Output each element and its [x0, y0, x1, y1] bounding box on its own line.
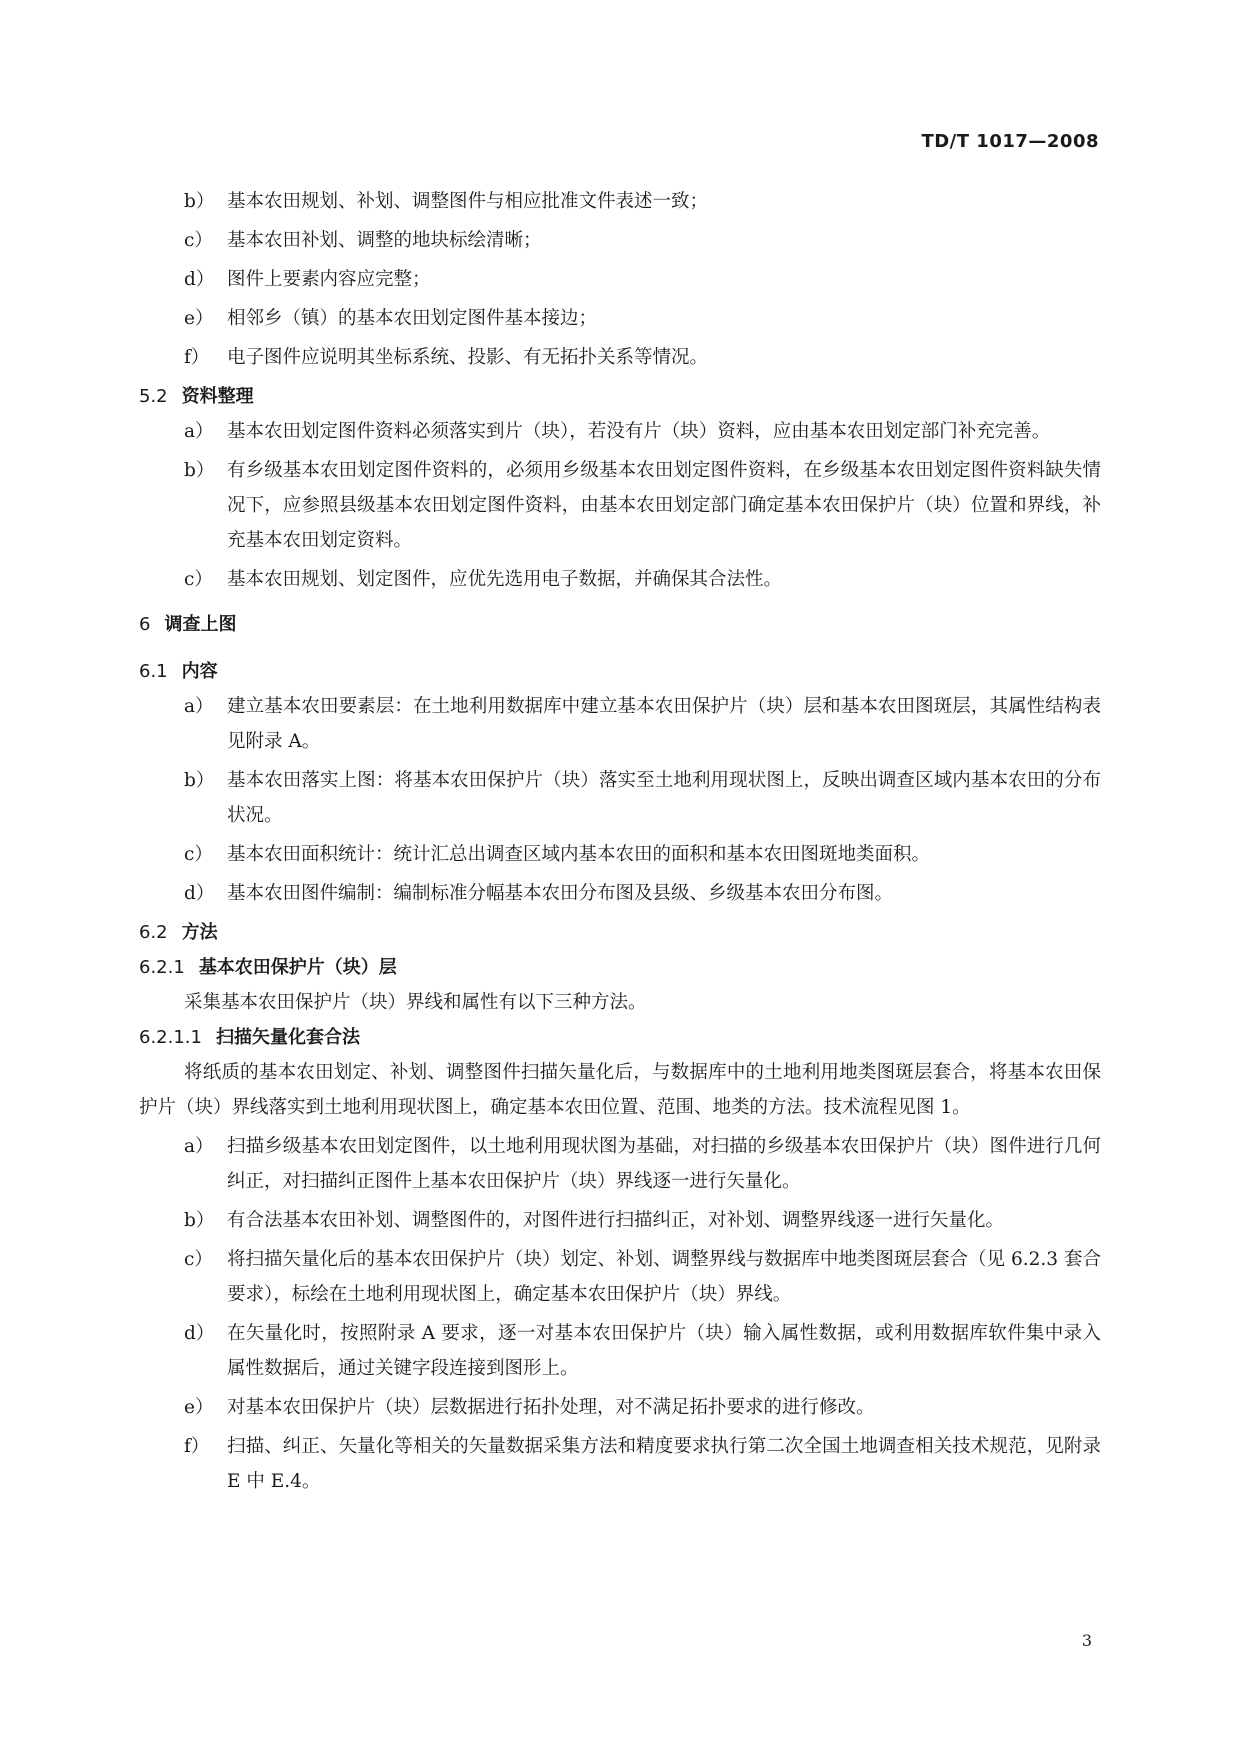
section-number: 5.2: [139, 386, 168, 407]
list-item-text: 电子图件应说明其坐标系统、投影、有无拓扑关系等情况。: [227, 347, 709, 368]
list-item: [139, 1390, 1101, 1425]
list-item: [139, 340, 1101, 375]
section-heading-6: [139, 607, 1101, 642]
list-item-text: 图件上要素内容应完整；: [227, 269, 431, 290]
list-marker: c）: [184, 1249, 213, 1270]
list-marker: b）: [184, 770, 215, 791]
list-marker: e）: [184, 1397, 214, 1418]
list-item-text: 基本农田面积统计：统计汇总出调查区域内基本农田的面积和基本农田图斑地类面积。: [227, 844, 931, 865]
list-item: [139, 562, 1101, 597]
section-title: 调查上图: [164, 614, 237, 635]
list-item-text: 基本农田落实上图：将基本农田保护片（块）落实至土地利用现状图上，反映出调查区域内基本农田的分布状况。: [227, 770, 1101, 826]
page-number: 3: [1081, 1631, 1092, 1650]
section-heading-6-2-1: [139, 950, 1101, 985]
paragraph: 采集基本农田保护片（块）界线和属性有以下三种方法。: [184, 992, 647, 1013]
list-item: [139, 876, 1101, 911]
section-title: 基本农田保护片（块）层: [198, 957, 397, 978]
list-item-text: 在矢量化时，按照附录 A 要求，逐一对基本农田保护片（块）输入属性数据，或利用数据库软件集中录入属性数据后，通过关键字段连接到图形上。: [227, 1323, 1101, 1379]
list-item-text: 基本农田规划、补划、调整图件与相应批准文件表述一致；: [227, 191, 709, 212]
section-number: 6.2: [139, 922, 168, 943]
list-marker: d）: [184, 269, 215, 290]
list-item: [139, 837, 1101, 872]
list-marker: b）: [184, 1210, 215, 1231]
section-number: 6.2.1: [139, 957, 185, 978]
section-heading-6-2: [139, 915, 1101, 950]
list-item-text: 建立基本农田要素层：在土地利用数据库中建立基本农田保护片（块）层和基本农田图斑层，其属性结构表见附录 A。: [227, 696, 1101, 752]
list-item-text: 有乡级基本农田划定图件资料的，必须用乡级基本农田划定图件资料，在乡级基本农田划定图件资料缺失情况下，应参照县级基本农田划定图件资料，由基本农田划定部门确定基本农田保护片（块）位置和界线，补充基本农田划定资料。: [227, 460, 1101, 551]
list-item-text: 基本农田补划、调整的地块标绘清晰；: [227, 230, 542, 251]
list-item-text: 扫描乡级基本农田划定图件，以土地利用现状图为基础，对扫描的乡级基本农田保护片（块）图件进行几何纠正，对扫描纠正图件上基本农田保护片（块）界线逐一进行矢量化。: [227, 1136, 1101, 1192]
section-number: 6: [139, 614, 151, 635]
list-item: [139, 1242, 1101, 1312]
list-marker: c）: [184, 230, 213, 251]
list-marker: f）: [184, 1436, 210, 1457]
list-marker: a）: [184, 421, 214, 442]
list-item: [139, 1203, 1101, 1238]
list-marker: a）: [184, 696, 214, 717]
list-item-text: 基本农田规划、划定图件，应优先选用电子数据，并确保其合法性。: [227, 569, 783, 590]
section-heading-6-1: [139, 654, 1101, 689]
list-item-text: 对基本农田保护片（块）层数据进行拓扑处理，对不满足拓扑要求的进行修改。: [227, 1397, 875, 1418]
section-title: 扫描矢量化套合法: [215, 1027, 360, 1048]
list-item-text: 基本农田图件编制：编制标准分幅基本农田分布图及县级、乡级基本农田分布图。: [227, 883, 894, 904]
list-item-text: 基本农田划定图件资料必须落实到片（块），若没有片（块）资料，应由基本农田划定部门补充完善。: [227, 421, 1051, 442]
section-number: 6.1: [139, 661, 168, 682]
list-marker: d）: [184, 1323, 215, 1344]
list-item: [139, 1129, 1101, 1199]
list-marker: a）: [184, 1136, 214, 1157]
list-item: [139, 414, 1101, 449]
list-marker: b）: [184, 460, 215, 481]
section-title: 方法: [181, 922, 218, 943]
list-marker: b）: [184, 191, 215, 212]
list-item: [139, 262, 1101, 297]
section-heading-6-2-1-1: [139, 1020, 1101, 1055]
section-number: 6.2.1.1: [139, 1027, 202, 1048]
list-item: [139, 689, 1101, 759]
list-item-text: 将扫描矢量化后的基本农田保护片（块）划定、补划、调整界线与数据库中地类图斑层套合（见 6.2.3 套合要求），标绘在土地利用现状图上，确定基本农田保护片（块）界线。: [227, 1249, 1101, 1305]
list-marker: e）: [184, 308, 214, 329]
page-body: [139, 184, 1101, 1499]
list-item: [139, 1429, 1101, 1499]
section-title: 资料整理: [181, 386, 254, 407]
list-marker: f）: [184, 347, 210, 368]
document-code: TD/T 1017—2008: [921, 131, 1099, 152]
list-item-text: 有合法基本农田补划、调整图件的，对图件进行扫描纠正，对补划、调整界线逐一进行矢量化。: [227, 1210, 1005, 1231]
list-item: [139, 223, 1101, 258]
list-item-text: 扫描、纠正、矢量化等相关的矢量数据采集方法和精度要求执行第二次全国土地调查相关技术规范，见附录 E 中 E.4。: [227, 1436, 1101, 1492]
section-heading-5-2: [139, 379, 1101, 414]
list-marker: c）: [184, 844, 213, 865]
section-title: 内容: [181, 661, 218, 682]
list-item: [139, 763, 1101, 833]
list-marker: c）: [184, 569, 213, 590]
list-item-text: 相邻乡（镇）的基本农田划定图件基本接边；: [227, 308, 598, 329]
list-item: [139, 301, 1101, 336]
list-marker: d）: [184, 883, 215, 904]
list-item: [139, 1316, 1101, 1386]
list-item: [139, 453, 1101, 558]
list-item: [139, 184, 1101, 219]
paragraph: 将纸质的基本农田划定、补划、调整图件扫描矢量化后，与数据库中的土地利用地类图斑层套合，将基本农田保护片（块）界线落实到土地利用现状图上，确定基本农田位置、范围、地类的方法。技术流程见图 1。: [139, 1062, 1101, 1118]
